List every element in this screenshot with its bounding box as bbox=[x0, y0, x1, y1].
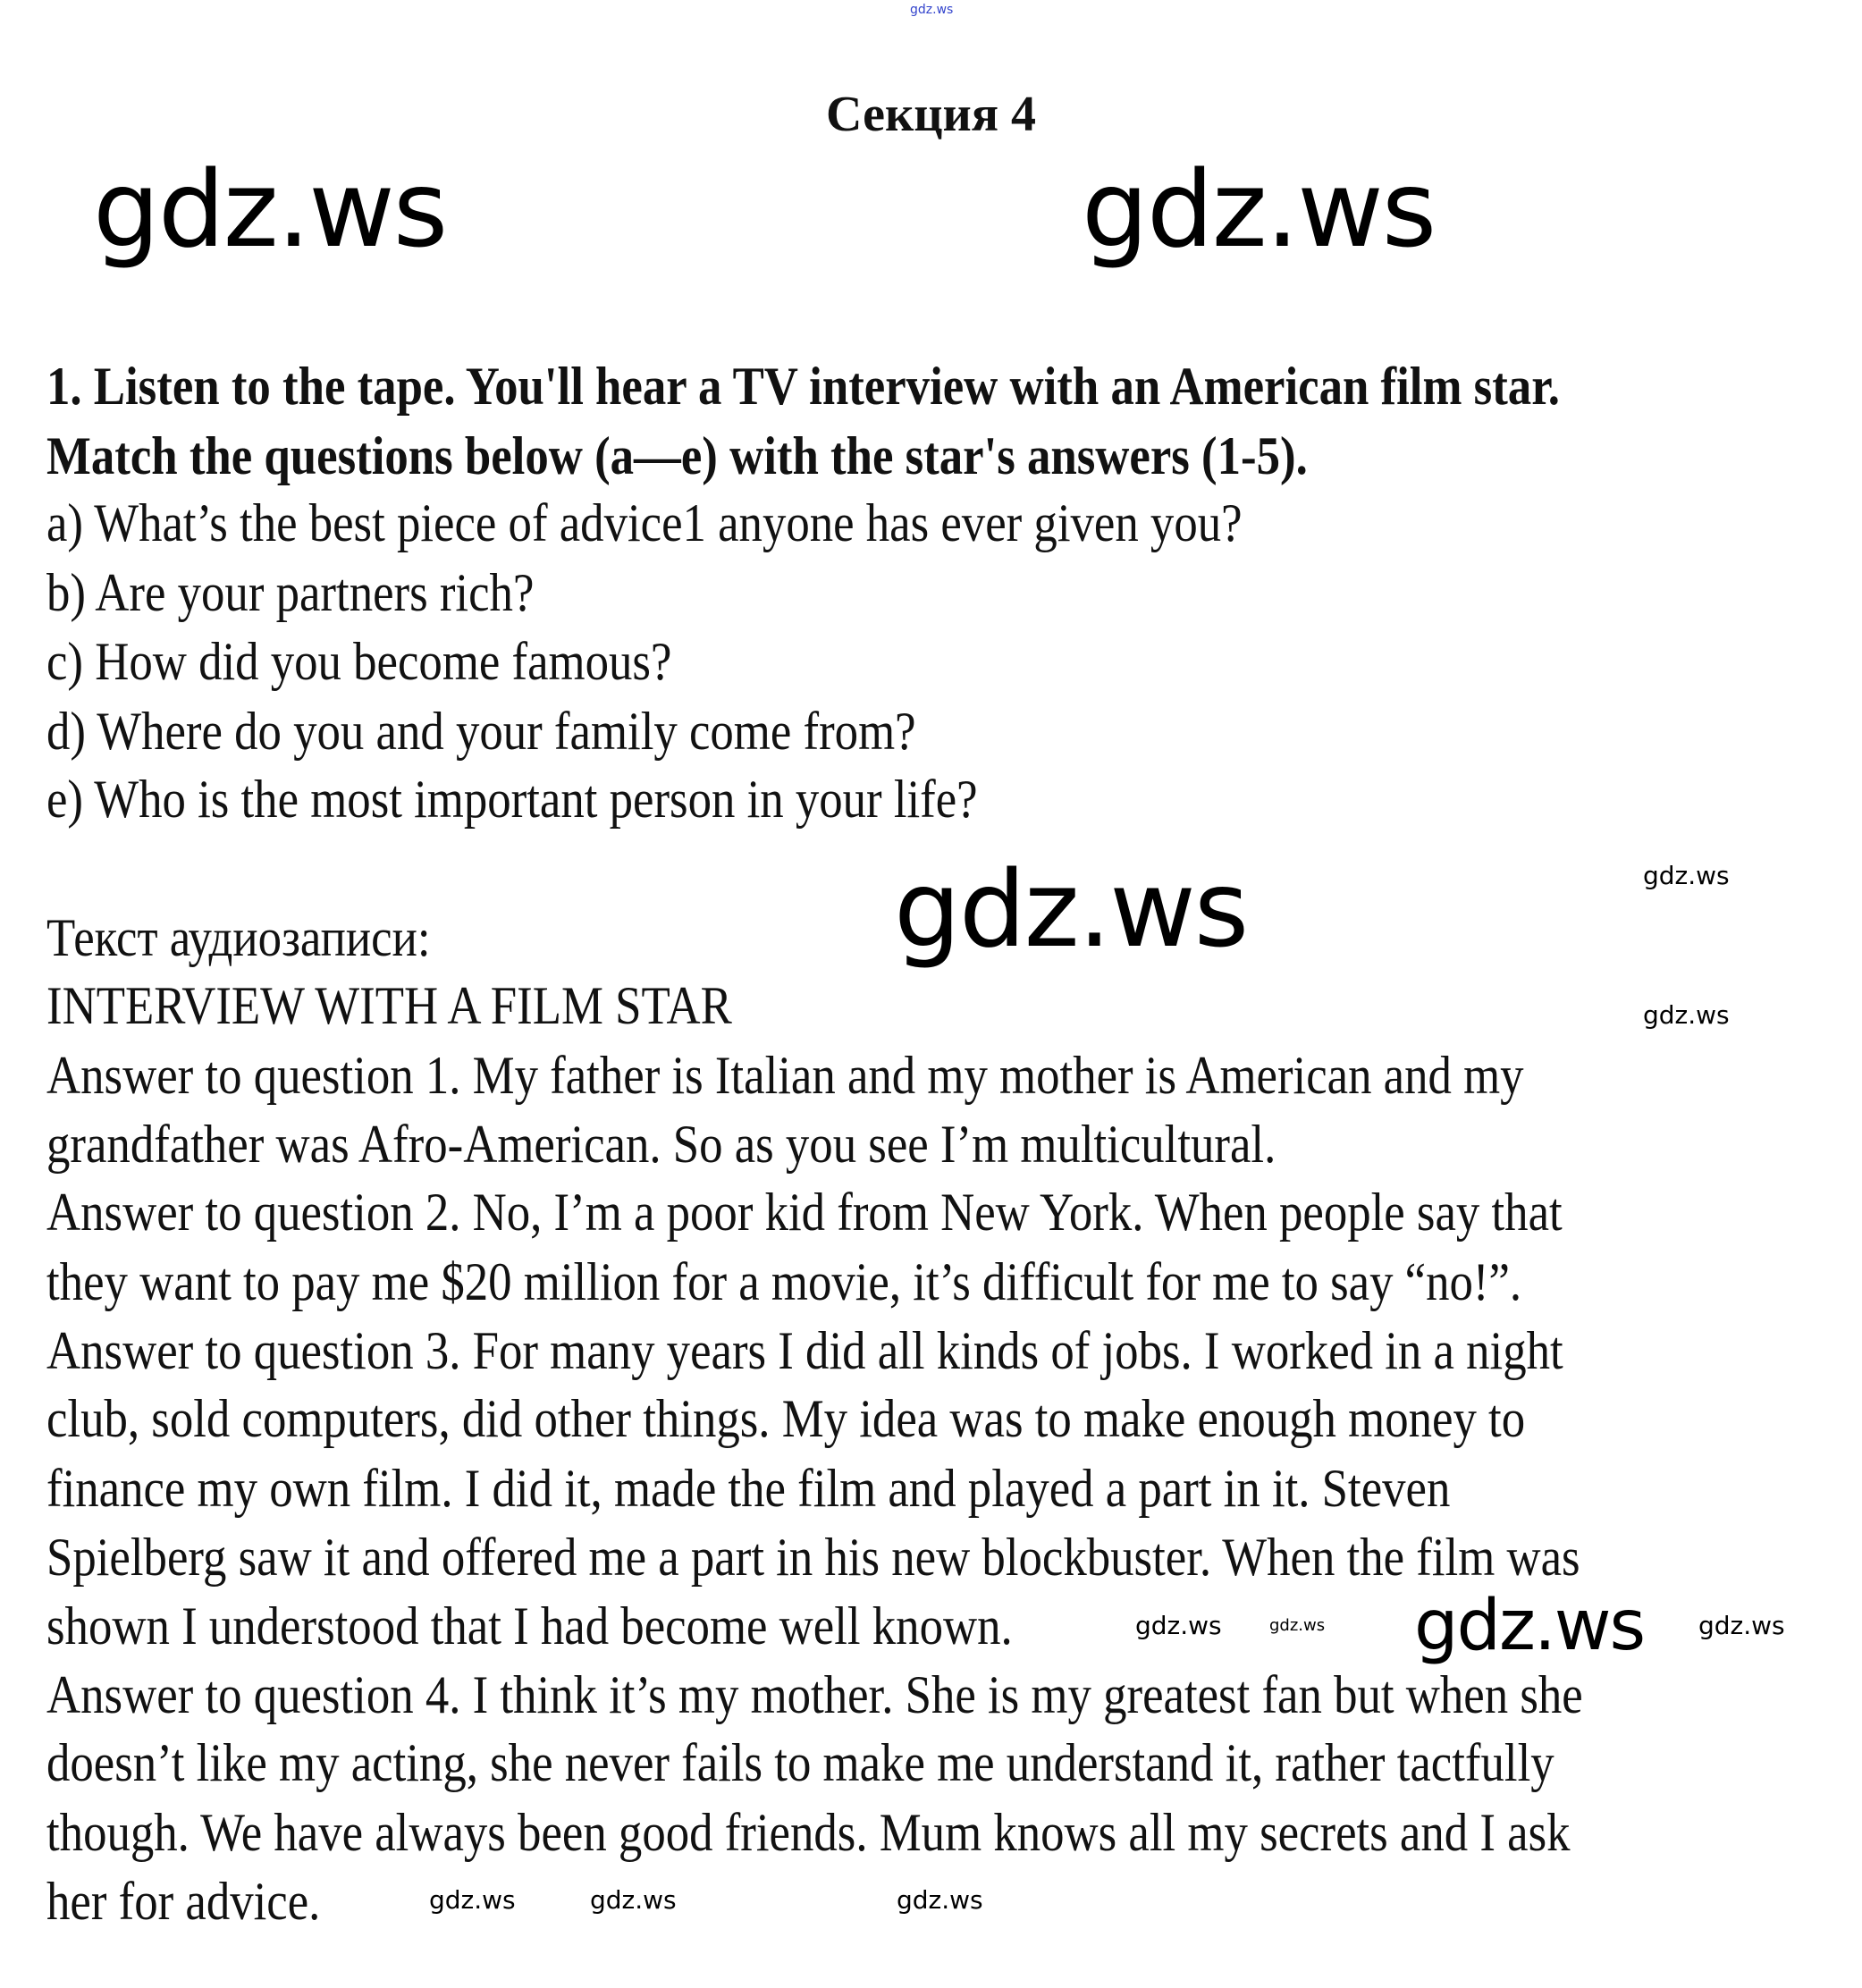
section-title: Секция 4 bbox=[825, 87, 1037, 142]
task-heading-line: 1. Listen to the tape. You'll hear a TV interview with an American film star. bbox=[46, 357, 1560, 416]
transcript-line: her for advice. bbox=[46, 1872, 321, 1931]
watermark-small: gdz.ws bbox=[1698, 1611, 1785, 1640]
question-b: b) Are your partners rich? bbox=[46, 563, 535, 622]
transcript-line: Answer to question 4. I think it’s my mother. She is my greatest fan but when she bbox=[46, 1665, 1583, 1724]
question-c: c) How did you become famous? bbox=[46, 632, 672, 691]
watermark-large: gdz.ws bbox=[1082, 147, 1436, 271]
watermark-small: gdz.ws bbox=[1643, 1000, 1730, 1030]
transcript-line: finance my own film. I did it, made the film and played a part in it. Steven bbox=[46, 1459, 1451, 1518]
watermark-large: gdz.ws bbox=[93, 147, 447, 271]
transcript-title: INTERVIEW WITH A FILM STAR bbox=[46, 976, 732, 1035]
question-e: e) Who is the most important person in your life? bbox=[46, 770, 978, 829]
watermark-small: gdz.ws bbox=[1135, 1611, 1222, 1640]
transcript-line: Answer to question 3. For many years I did all kinds of jobs. I worked in a night bbox=[46, 1321, 1563, 1380]
transcript-line: doesn’t like my acting, she never fails to make me understand it, rather tactfully bbox=[46, 1733, 1554, 1792]
transcript-line: Answer to question 2. No, I’m a poor kid from New York. When people say that bbox=[46, 1183, 1563, 1242]
watermark-tiny: gdz.ws bbox=[1269, 1616, 1326, 1635]
task-heading-line: Match the questions below (a—e) with the star's answers (1-5). bbox=[46, 426, 1308, 485]
watermark-large: gdz.ws bbox=[894, 847, 1248, 971]
transcript-line: club, sold computers, did other things. My idea was to make enough money to bbox=[46, 1389, 1526, 1448]
watermark-top[interactable]: gdz.ws bbox=[910, 3, 954, 17]
watermark-small: gdz.ws bbox=[429, 1885, 516, 1915]
watermark-large: gdz.ws bbox=[1414, 1586, 1645, 1666]
question-a: a) What’s the best piece of advice1 anyone has ever given you? bbox=[46, 493, 1243, 552]
transcript-line: grandfather was Afro-American. So as you see I’m multicultural. bbox=[46, 1115, 1276, 1174]
transcript-line: Spielberg saw it and offered me a part in his new blockbuster. When the film was bbox=[46, 1528, 1580, 1587]
transcript-line: they want to pay me $20 million for a movie, it’s difficult for me to say “no!”. bbox=[46, 1252, 1522, 1311]
transcript-label: Текст аудиозаписи: bbox=[46, 908, 431, 967]
watermark-small: gdz.ws bbox=[590, 1885, 677, 1915]
transcript-line: Answer to question 1. My father is Italian and my mother is American and my bbox=[46, 1046, 1524, 1105]
watermark-small: gdz.ws bbox=[897, 1885, 983, 1915]
watermark-small: gdz.ws bbox=[1643, 861, 1730, 890]
question-d: d) Where do you and your family come from? bbox=[46, 702, 916, 761]
transcript-line: shown I understood that I had become well known. bbox=[46, 1596, 1013, 1655]
transcript-line: though. We have always been good friends. Mum knows all my secrets and I ask bbox=[46, 1803, 1571, 1862]
